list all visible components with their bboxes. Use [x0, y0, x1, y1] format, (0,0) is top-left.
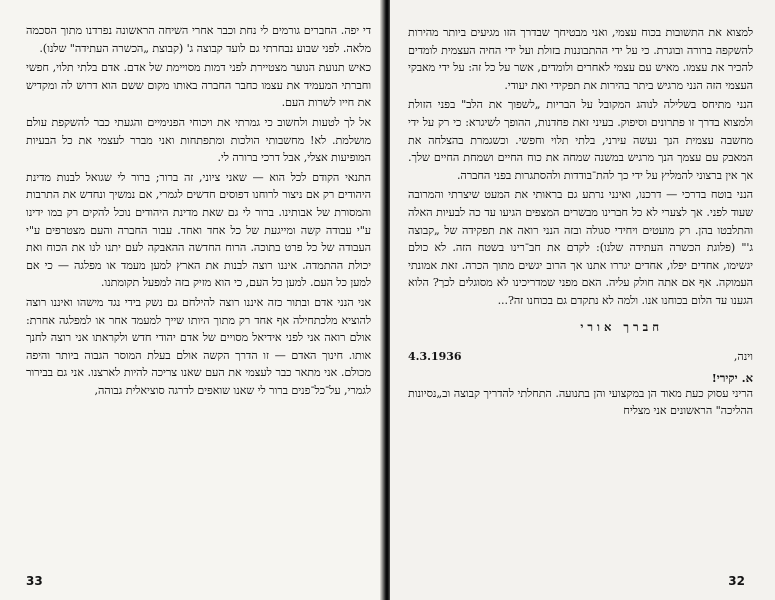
right-closing-paragraph: הריני עסוק כעת מאוד הן במקצועי והן בתנועה. התחלתי להדריך קבוצה וב„נסיונות ההליכה" הראשונים אני מצליח: [408, 386, 753, 418]
left-paragraph-5: אני הנני אדם ובתור כזה איננו רוצה להילחם גם נשק בידי נגד מישהו ואיננו רוצה להוציא מלכתחילה אף אחד רק מתוך היותו שייך למעמד אחר או למפלגה אחרת: אולם רואה אני לפני אידיאל מסויים של אדם יהודי חדש ולקראתו אני רוצה לחנך אותו. חינוך האדם — זו הדרך הקשה אולם בעלת המוסר הגבוה ביותר והיפה מכולם. אני מתאר כבר לעצמי את העם שאנו צריכה להיות לארצנו. אני גם בבירור לגמרי, על־כל־פנים ברור לי שאנו שואפים לדרגה סוציאלית גבוהה,: [26, 295, 371, 397]
right-paragraph-3: הנני בוטח בדרכי — דרכנו, ואינני נרתע גם בראותי את המעט שיצרתי והמרובה שעוד לפני. אך לצערי לא כל חברינו מבשרים המצפים הגיעו עד כה לבעיות האלה והתלבטו בהן. רק מועטים ויחידי סגולה ובזה הנני רואה את תפקידה של „קבוצה ג'" (פלוגת הכשרה העתידה שלנו): לקדם את חב־רינו בשטח הזה. לא כולם יגשימו, אחדים יפלו, אחדים יגררו אתנו אך הרוב יגשים מתוך הכרה. זאת אמונתי העמוקה. אף אם אתה חולק עליה. האם מפני שמדריכינו לא מסוגלים לכך? הלוא הגענו עד הלום בכוחנו אנו. ולמה לא נתקדם גם בכוחנו זה?...: [408, 188, 753, 307]
letter-signature: חברך אורי: [580, 319, 663, 334]
dateline-date: 4.3.1936: [408, 349, 462, 363]
right-closing-text: [408, 385, 753, 420]
left-page-number: 33: [26, 574, 43, 588]
left-paragraph-3: אל לך לטעות ולחשוב כי גמרתי את ויכוחי הפנימיים והגעתי כבר להשקפת עולם מושלמת. לא! מחשבותי הולכות ומתפתחות ואני מברר לעצמי את כל הבעיות המופיעות אצלי, אבל דרכי ברורה לי.: [26, 115, 371, 165]
left-page-text: [26, 22, 371, 399]
right-page-number: 32: [728, 574, 745, 588]
dateline-place: וינה,: [733, 349, 753, 363]
left-page: [0, 0, 385, 600]
letter-salutation: א. יקירי!: [711, 370, 753, 385]
right-page: [390, 0, 775, 600]
right-page-text: [408, 24, 753, 310]
left-paragraph-1: די יפה. החברים גורמים לי נחת וכבר אחרי השיחה הראשונה נפרדנו מתוך הסכמה מלאה. לפני שבוע נבחרתי גם לועד קבוצה ג' (קבוצת „הכשרה העתידה" שלנו).: [26, 24, 371, 55]
right-paragraph-1: למצוא את התשובות בכוח עצמי, ואני מבטיחך שבדרך הזו מגיעים ביותר מהירות להשקפה ברורה ובוגרת. כי על ידי ההתבוננות בזולת ועל ידי החיה העצמית לומדים להכיר את עצמו. מאיש עם עצמי לאחרים ולומדים, אשר על כל זה: על ידי מאבקי העצמי הזה הנני מרגיש ביתר בהירות את תפקידי ואת יעודי.: [408, 26, 753, 92]
left-paragraph-4: התנאי הקודם לכל הוא — שאני ציוני, זה ברור; ברור לי שגואל לבנות מדינת היהודים רק אם ניצור לרוחנו דפוסים חדשים לגמרי, אם נמשיך ונחדש את התרבות והמסורת של אבותינו. ברור לי גם שאת מדינת היהודים נוכל להקים רק במו ידינו ע"י עבודה קשה ומייגעת של כל אחד ואחד. עבור החברה והעם מצטרפים ע"י העבודה של כל פרט בתוכה. הרוח החדשה ההאבקה לעם יתנו לנו את הכוח ואת יכולת ההתמדה. איננו רוצה לבנות את הארץ למען מעמד או מפלגה — כי אם למען כל העם. למען כל העם, כי הוא מזיק בזה למפעל תקומתנו.: [26, 170, 371, 290]
left-paragraph-2: כאיש תנועת הנוער מצטיירת לפני דמות מסויימת של אדם. אדם בלתי תלוי, חפשי וחברתי המעמיד את עצמו כחבר החברה באותו מקום ששם הוא דרוש לה ומקדיש את חייו לשרות העם.: [26, 61, 371, 110]
right-paragraph-2: הנני מתיחס בשלילה לנוהג המקובל על הבריות „לשפוך את הלב" בפני הזולת ולמצוא בדרך זו פתרונים וסיפוק. בעיני זאת פחדנות, ההופך לשיגרא: כי רק על ידי מחשבה עצמית הנך נעשה עירני, בלתי תלוי וחפשי. וכשגמרת בהצלחה את המאבק עם עצמך הנך מרגיש במשנה שמחה את כוח החיים ושמחת החיים שלך. אך אין ברצוני להמליץ על ידי כך להת־בודדות ולהסתגרות בפני החברה.: [408, 98, 753, 182]
letter-dateline: [408, 350, 753, 363]
